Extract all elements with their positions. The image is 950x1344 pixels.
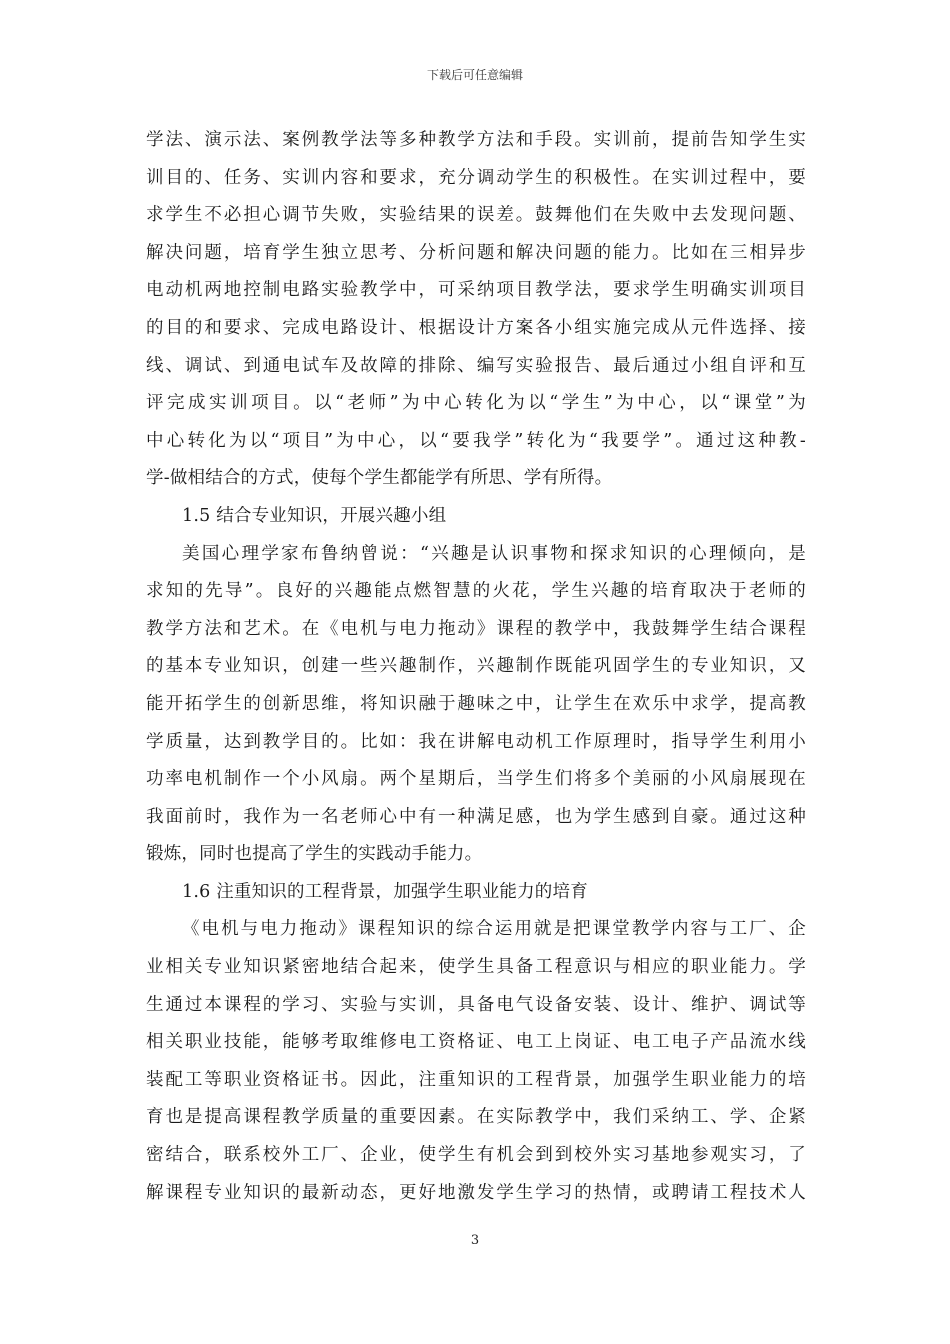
body-line: 我面前时，我作为一名老师心中有一种满足感，也为学生感到自豪。通过这种 [146,806,806,827]
body-line: 学-做相结合的方式，使每个学生都能学有所思、学有所得。 [146,468,613,489]
body-line: 电动机两地控制电路实验教学中，可采纳项目教学法，要求学生明确实训项目 [146,280,806,301]
body-line: 解课程专业知识的最新动态，更好地激发学生学习的热情，或聘请工程技术人 [146,1182,806,1203]
body-line: 评完成实训项目。以“老师”为中心转化为以“学生”为中心，以“课堂”为 [146,393,806,414]
body-line: 能开拓学生的创新思维，将知识融于趣味之中，让学生在欢乐中求学，提高教 [146,693,806,714]
body-line: 生通过本课程的学习、实验与实训，具备电气设备安装、设计、维护、调试等 [146,994,806,1015]
body-line: 求学生不必担心调节失败，实验结果的误差。鼓舞他们在失败中去发现问题、 [146,205,806,226]
body-line: 育也是提高课程教学质量的重要因素。在实际教学中，我们采纳工、学、企紧 [146,1107,806,1128]
body-line: 业相关专业知识紧密地结合起来，使学生具备工程意识与相应的职业能力。学 [146,957,806,978]
body-line: 美国心理学家布鲁纳曾说：“兴趣是认识事物和探求知识的心理倾向，是 [182,543,806,564]
document-body [146,122,806,1212]
page-number: 3 [470,1233,480,1248]
body-line: 相关职业技能，能够考取维修电工资格证、电工上岗证、电工电子产品流水线 [146,1032,806,1053]
body-line: 解决问题，培育学生独立思考、分析问题和解决问题的能力。比如在三相异步 [146,242,806,263]
body-line: 功率电机制作一个小风扇。两个星期后，当学生们将多个美丽的小风扇展现在 [146,769,806,790]
body-line: 密结合，联系校外工厂、企业，使学生有机会到到校外实习基地参观实习，了 [146,1145,806,1166]
body-line: 《电机与电力拖动》课程知识的综合运用就是把课堂教学内容与工厂、企 [182,919,806,940]
page-header: 下载后可任意编辑 [426,68,523,82]
body-line: 教学方法和艺术。在《电机与电力拖动》课程的教学中，我鼓舞学生结合课程 [146,618,806,639]
body-line: 学法、演示法、案例教学法等多种教学方法和手段。实训前，提前告知学生实 [146,130,806,150]
body-line: 求知的先导”。良好的兴趣能点燃智慧的火花，学生兴趣的培育取决于老师的 [146,581,806,602]
body-line: 线、调试、到通电试车及故障的排除、编写实验报告、最后通过小组自评和互 [146,355,806,376]
body-line: 中心转化为以“项目”为中心，以“要我学”转化为“我要学”。通过这种教- [146,430,806,451]
body-line: 装配工等职业资格证书。因此，注重知识的工程背景，加强学生职业能力的培 [146,1069,806,1090]
body-line: 的目的和要求、完成电路设计、根据设计方案各小组实施完成从元件选择、接 [146,317,806,338]
body-line: 的基本专业知识，创建一些兴趣制作，兴趣制作既能巩固学生的专业知识，又 [146,656,806,677]
body-line: 学质量，达到教学目的。比如：我在讲解电动机工作原理时，指导学生利用小 [146,731,806,752]
body-line: 锻炼，同时也提高了学生的实践动手能力。 [146,844,483,865]
section-heading: 1.5 结合专业知识，开展兴趣小组 [182,505,447,526]
body-line: 训目的、任务、实训内容和要求，充分调动学生的积极性。在实训过程中，要 [146,167,806,188]
section-heading: 1.6 注重知识的工程背景，加强学生职业能力的培育 [182,881,588,902]
